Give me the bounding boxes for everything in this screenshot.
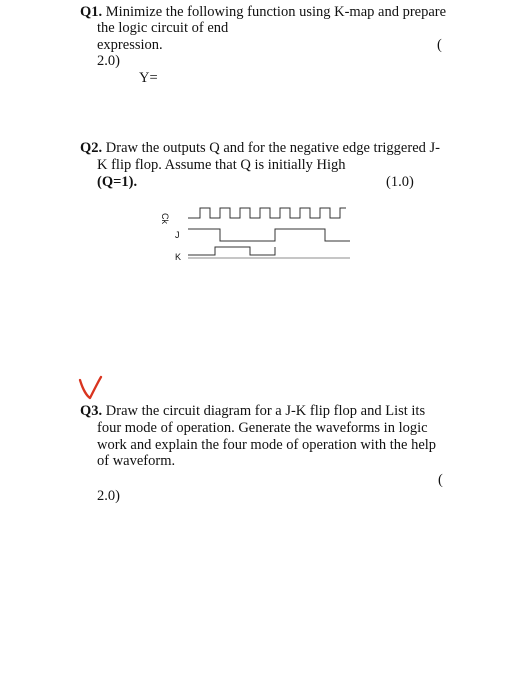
q3-marks-open: ( — [438, 472, 443, 488]
q1-line-2: the logic circuit of end — [97, 20, 229, 36]
q3-line-4: of waveform. — [97, 453, 176, 469]
k-label: K — [175, 252, 182, 262]
q1-line-1: Q1. Minimize the following function using K-map and prepare — [80, 4, 447, 20]
q3-line-1: Q3. Draw the circuit diagram for a J-K flip flop and List its — [80, 403, 426, 419]
q1-marks-open: ( — [437, 37, 442, 53]
q3-marks: 2.0) — [97, 488, 120, 504]
q2-line-2: K flip flop. Assume that Q is initially High — [97, 157, 346, 173]
ck-label: Ck — [160, 213, 170, 224]
q1-label: Q1. — [80, 4, 103, 20]
j-waveform — [188, 229, 350, 241]
q2-initial: (Q=1). — [97, 174, 138, 190]
q1-marks: 2.0) — [97, 53, 120, 69]
q1-answer: Y= — [139, 70, 158, 86]
q2-marks: (1.0) — [386, 174, 414, 190]
q3-line-3: work and explain the four mode of operation with the help — [97, 437, 437, 453]
checkmark-icon — [77, 372, 107, 402]
q3-label: Q3. — [80, 403, 103, 419]
q2-label: Q2. — [80, 140, 103, 156]
clock-waveform — [188, 208, 346, 218]
q1-line-3: expression. — [97, 37, 163, 53]
q3-line-2: four mode of operation. Generate the waveforms in logic — [97, 420, 428, 436]
q2-line-1: Q2. Draw the outputs Q and for the negative edge triggered J- — [80, 140, 440, 156]
j-label: J — [175, 230, 180, 240]
jk-timing-diagram — [180, 200, 355, 270]
k-waveform — [188, 247, 275, 255]
